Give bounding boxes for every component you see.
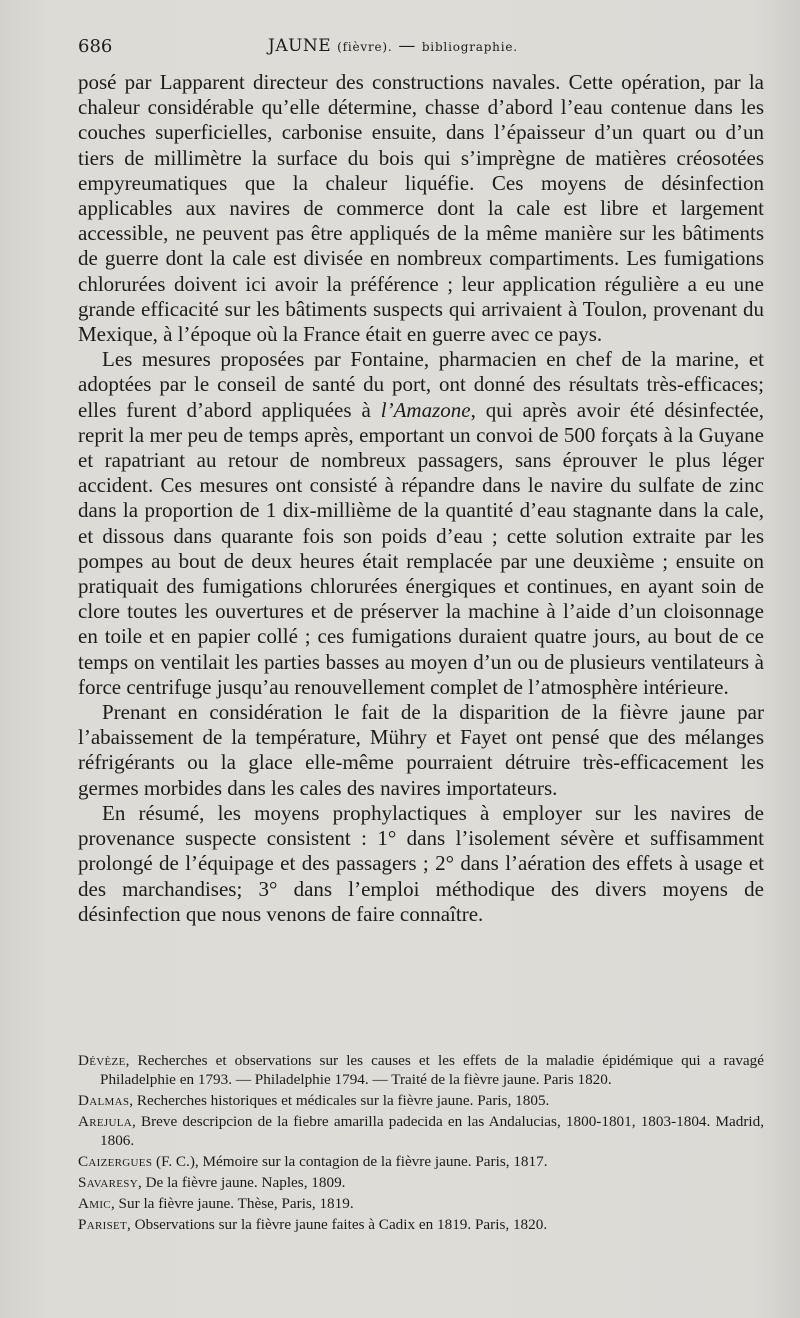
ref-author: Pariset [78,1216,128,1234]
paragraph-continuation: posé par Lapparent directeur des constructions navales. Cette opération, par la chaleur considérable qu’elle détermine, chasse d’abord l’eau contenue dans les couches superficielles, carbonise ensuite, dans l’épaisseur d’un quart ou d’un tiers de millimètre la surface du bois qui s’imprègne de matières créosotées empyreumatiques que la chaleur liquéfie. Ces moyens de désinfection applicables aux navires de commerce dont la cale est libre et largement accessible, ne peuvent pas être appliqués de la même manière sur les bâtiments de guerre dont la cale est divisée en nombreux compartiments. Les fumigations chlorurées doivent ici avoir la préférence ; leur application régulière a eu une grande efficacité sur les bâtiments suspects qui arrivaient à Toulon, provenant du Mexique, à l’époque où la France était en guerre avec ce pays. [78,70,764,347]
paragraph-summary: En résumé, les moyens prophylactiques à employer sur les navires de provenance suspecte consistent : 1° dans l’isolement sévère et suffisamment prolongé de l’équipage et des passagers ; 2° dans l’aération des effets à usage et des marchandises; 3° dans l’emploi méthodique des divers moyens de désinfection que nous venons de faire connaître. [78,800,764,926]
ref-text: , De la fièvre jaune. Naples, 1809. [137,1173,346,1191]
running-title-separator: — [392,36,422,56]
ref-author: Savaresy [78,1173,138,1191]
ref-author: Caizergues [78,1152,153,1170]
paragraph-fontaine-measures [78,347,764,700]
bibliography-entry [78,1092,764,1111]
running-title-paren: (fièvre). [337,40,393,54]
ref-author: Dévèze [78,1052,126,1069]
bibliography-entry [78,1174,764,1193]
paragraph-fontaine-part1: Les mesures proposées par Fontaine, pharmacien en chef de la marine, et adoptées par le conseil de santé du port, ont donné des résultats très-efficaces; elles furent d’abord appliquées à [78,347,764,422]
ref-author: Arejula [78,1112,133,1130]
main-text [78,70,764,927]
paragraph-refrigeration: Prenant en considération le fait de la disparition de la fièvre jaune par l’abaissement de la température, Mühry et Fayet ont pensé que des mélanges réfrigérants ou la glace elle-même pourraient détruire très-efficacement les germes morbides dans les cales des navires importateurs. [78,700,764,800]
ship-name: l’Amazone [380,397,471,422]
running-title-main: JAUNE [268,36,332,56]
ref-author: Dalmas [78,1091,130,1109]
paragraph-fontaine-part2: , qui après avoir été désinfectée, reprit la mer peu de temps après, emportant un convoi de 500 forçats à la Guyane et rapatriant au retour de nombreux passagers, sans éprouver le plus léger accident. Ces mesures ont consisté à répandre dans le navire du sulfate de zinc dans la proportion de 1 dix-millième de la quantité d’eau stagnante dans la cale, et dissous dans quarante fois son poids d’eau ; cette solution extraite par les pompes au bout de deux heures était remplacée par une deuxième ; ensuite on pratiquait des fumigations chlorurées énergiques et continues, en ayant soin de clore toutes les ouvertures et de préserver la machine à l’aide d’un cloisonnage en toile et en papier collé ; ces fumigations duraient quatre jours, au bout de ce temps on ventilait les parties basses au moyen d’un ou de plusieurs ventilateurs à force centrifuge jusqu’au renouvellement complet de l’atmosphère intérieure. [78,397,764,699]
running-title [268,36,518,56]
ref-text: , Recherches historiques et médicales sur la fièvre jaune. Paris, 1805. [129,1091,550,1109]
ref-author: Amic [78,1195,111,1213]
ref-text: , Observations sur la fièvre jaune faites à Cadix en 1819. Paris, 1820. [127,1216,548,1234]
ref-text: , Recherches et observations sur les causes et les effets de la maladie épidémique qui a ravagé Philadelphie en 1793. — Philadelphie 1794. — Traité de la fièvre jaune. Paris 1820. [100,1052,764,1088]
bibliography-entry [78,1052,764,1089]
bibliography-entry [78,1216,764,1235]
running-header [78,36,764,62]
bibliography-entry [78,1153,764,1172]
bibliography [78,1052,764,1238]
running-title-section: bibliographie. [421,40,518,54]
bibliography-entry [78,1195,764,1214]
ref-text: , Breve descripcion de la fiebre amarilla padecida en las Andalucias, 1800-1801, 1803-1804. Madrid, 1806. [100,1112,764,1149]
ref-text: , Sur la fièvre jaune. Thèse, Paris, 1819. [110,1195,354,1213]
bibliography-entry [78,1113,764,1150]
page-number: 686 [78,36,113,57]
ref-text: (F. C.), Mémoire sur la contagion de la fièvre jaune. Paris, 1817. [152,1152,548,1170]
